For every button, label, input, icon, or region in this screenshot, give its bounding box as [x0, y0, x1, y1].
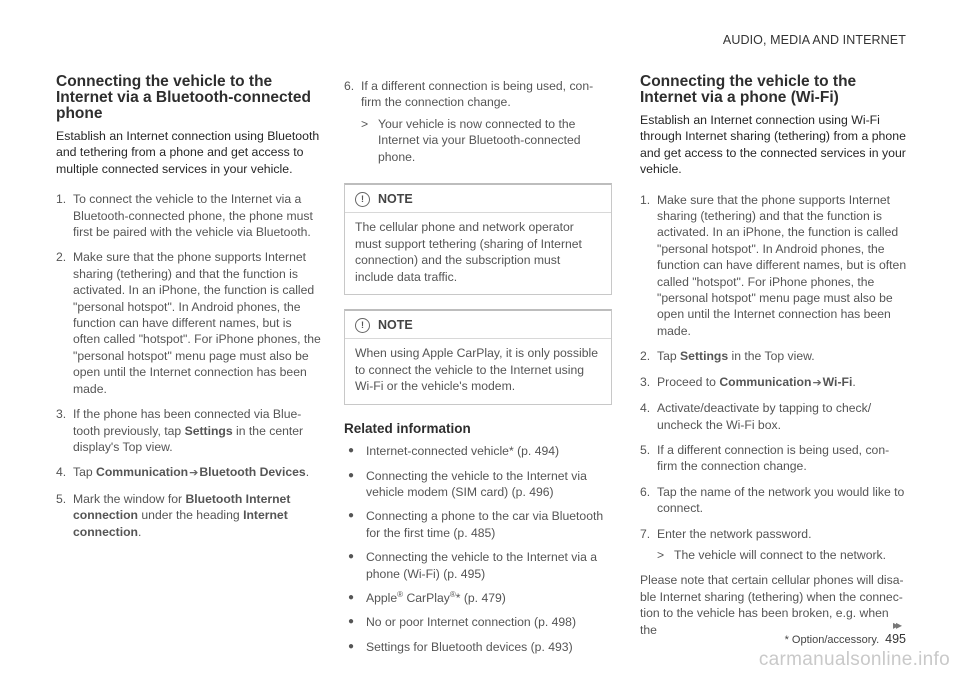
link-text[interactable]: * (p. 479): [455, 590, 506, 605]
step-text: Tap: [657, 349, 681, 364]
step-text: Activate/deactivate by tapping to check/ uncheck the Wi-Fi box.: [657, 401, 872, 432]
note-label: NOTE: [378, 192, 413, 207]
step-text: If a different connection is being used, con-firm the connection change.: [361, 79, 594, 110]
link-text[interactable]: Apple: [366, 590, 398, 605]
arrow-right-icon: ➔: [189, 467, 199, 480]
related-link[interactable]: [344, 443, 612, 459]
arrow-right-icon: ➔: [812, 376, 822, 389]
result-marker: >: [657, 547, 665, 562]
step-number: 6.: [640, 484, 651, 499]
page-footer: [785, 632, 906, 646]
step-text: Make sure that the phone supports Internet sharing (tethering) and that the function is activated. In an iPhone, the function is called "personal hotspot". In Android phones, the function can have different names, but is often called "hotspot". For iPhone phones, the "personal hotspot" menu page must also be open until the Internet connection has been made.: [657, 192, 907, 338]
note-header: [345, 185, 611, 213]
step-item: [640, 192, 908, 340]
bullet: ●: [348, 616, 355, 628]
step-item: [640, 526, 908, 564]
steps-bluetooth: [56, 191, 322, 540]
step-text: .: [305, 465, 310, 480]
step-text: Enter the network password.: [657, 526, 812, 541]
steps-wifi: [640, 192, 908, 564]
step-number: 7.: [640, 526, 651, 541]
watermark: carmanualsonline.info: [758, 649, 950, 670]
related-link[interactable]: [344, 549, 612, 582]
step-number: 5.: [640, 442, 651, 457]
bullet: ●: [348, 640, 355, 652]
intro-wifi: Establish an Internet connection using Wi-Fi through Internet sharing (tethering) from a phone and get access to the connected services in your vehicle.: [640, 113, 906, 177]
link-text[interactable]: Internet-connected vehicle* (p. 494): [366, 444, 560, 459]
note-text: The cellular phone and network operator must support tethering (sharing of Internet connection) and the subscription must include data traffic.: [355, 220, 582, 284]
step-text: .: [138, 524, 142, 539]
step-number: 3.: [56, 407, 67, 422]
step-text: Proceed to: [657, 374, 720, 389]
related-information-title: Related information: [344, 420, 471, 436]
intro-bluetooth: Establish an Internet connection using Bluetooth and tethering from a phone and get access to multiple connected services in your vehicle.: [56, 129, 320, 176]
bullet: ●: [348, 510, 355, 522]
step-number: 1.: [56, 192, 67, 207]
related-link[interactable]: [344, 639, 612, 655]
link-text[interactable]: CarPlay: [403, 590, 450, 605]
section-header: AUDIO, MEDIA AND INTERNET: [722, 33, 906, 47]
note-box-carplay: [344, 309, 612, 405]
step-item: [640, 400, 908, 433]
step-number: 4.: [640, 401, 651, 416]
related-link[interactable]: [344, 508, 612, 541]
step-text: To connect the vehicle to the Internet via a Bluetooth-connected phone, the phone must first be paired with the vehicle via Bluetooth.: [73, 192, 313, 240]
ui-term: Settings: [184, 423, 233, 438]
step-text: Mark the window for: [73, 491, 186, 506]
step-item: [56, 249, 322, 397]
step-item: [640, 442, 908, 475]
registered-mark: ®: [397, 589, 404, 599]
step-number: 2.: [640, 349, 651, 364]
step-number: 5.: [56, 491, 67, 506]
step-text: Tap: [73, 465, 97, 480]
step-text: under the heading: [138, 508, 244, 523]
column-bluetooth: [56, 74, 322, 549]
step-text: Make sure that the phone supports Internet sharing (tethering) and that the function is activated. In an iPhone, the function is called "personal hotspot". In Android phones, the function can have different names, but is often called "hotspot". For iPhone phones, the "personal hotspot" menu page must also be open until the Internet connection has been made.: [73, 250, 321, 396]
ui-term: Internet connection: [73, 508, 288, 539]
link-text[interactable]: Settings for Bluetooth devices (p. 493): [366, 639, 573, 654]
step-item: [56, 491, 322, 540]
step-item: [640, 374, 908, 391]
continue-arrows-icon: ▸▸: [893, 618, 900, 632]
ui-term: Settings: [680, 349, 729, 364]
step-text: Tap the name of the network you would like to connect.: [657, 484, 905, 516]
section-title-wifi: Connecting the vehicle to the Internet via a phone (Wi-Fi): [640, 73, 857, 106]
related-link[interactable]: [344, 590, 612, 606]
step-number: 1.: [640, 192, 651, 207]
note-label: NOTE: [378, 318, 413, 333]
ui-term: Communication: [719, 374, 812, 389]
ui-term: Communication: [96, 465, 189, 480]
step-number: 4.: [56, 465, 67, 480]
ui-term: Bluetooth Internet connection: [73, 491, 291, 523]
bullet: ●: [348, 469, 355, 481]
link-text[interactable]: Connecting the vehicle to the Internet via vehicle modem (SIM card) (p. 496): [366, 468, 587, 499]
note-header: [345, 311, 611, 339]
step-number: 6.: [344, 79, 355, 93]
link-text[interactable]: Connecting a phone to the car via Bluetooth for the first time (p. 485): [366, 509, 604, 540]
step-item: [56, 191, 322, 240]
step-text: .: [852, 374, 856, 389]
section-title-bluetooth: Connecting the vehicle to the Internet via a Bluetooth-connected phone: [56, 73, 311, 122]
closing-paragraph: Please note that certain cellular phones will disa-ble Internet sharing (tethering) when the connec-tion to the vehicle has been broken, e.g. when the: [640, 573, 904, 637]
note-box-tethering: [344, 183, 612, 295]
info-circle-icon: !: [355, 318, 370, 333]
step-item: [56, 464, 322, 481]
column-wifi: [640, 74, 908, 638]
note-text: When using Apple CarPlay, it is only possible to connect the vehicle to the Internet using Wi-Fi or the vehicle's modem.: [355, 346, 598, 394]
steps-bluetooth-continued: [344, 78, 612, 165]
step-number: 2.: [56, 250, 67, 265]
result-marker: >: [361, 116, 369, 131]
bullet: ●: [348, 445, 355, 457]
related-link[interactable]: [344, 468, 612, 501]
step-text: in the center display's Top view.: [73, 423, 304, 454]
ui-term: Wi-Fi: [822, 374, 853, 389]
column-middle: [344, 78, 612, 663]
link-text[interactable]: No or poor Internet connection (p. 498): [366, 615, 577, 630]
step-result: [361, 116, 612, 165]
step-item: [56, 406, 322, 455]
link-text[interactable]: Connecting the vehicle to the Internet via a phone (Wi-Fi) (p. 495): [366, 550, 598, 581]
footnote-option: * Option/accessory.: [784, 634, 880, 646]
result-text: Your vehicle is now connected to the Internet via your Bluetooth-connected phone.: [378, 116, 581, 164]
page-number: 495: [885, 632, 906, 646]
step-text: If the phone has been connected via Blue-tooth previously, tap: [73, 407, 302, 438]
step-text: If a different connection is being used, con-firm the connection change.: [657, 442, 890, 474]
related-links: [344, 443, 612, 655]
related-link[interactable]: [344, 614, 612, 630]
step-result: [657, 547, 908, 563]
step-item: [640, 484, 908, 517]
ui-term: Bluetooth Devices: [199, 465, 306, 480]
step-item: [344, 78, 612, 165]
bullet: ●: [348, 551, 355, 563]
bullet: ●: [348, 591, 355, 603]
result-text: The vehicle will connect to the network.: [674, 547, 887, 562]
registered-mark: ®: [449, 589, 456, 599]
step-text: in the Top view.: [728, 349, 815, 364]
info-circle-icon: !: [355, 192, 370, 207]
step-number: 3.: [640, 374, 651, 389]
step-item: [640, 348, 908, 364]
